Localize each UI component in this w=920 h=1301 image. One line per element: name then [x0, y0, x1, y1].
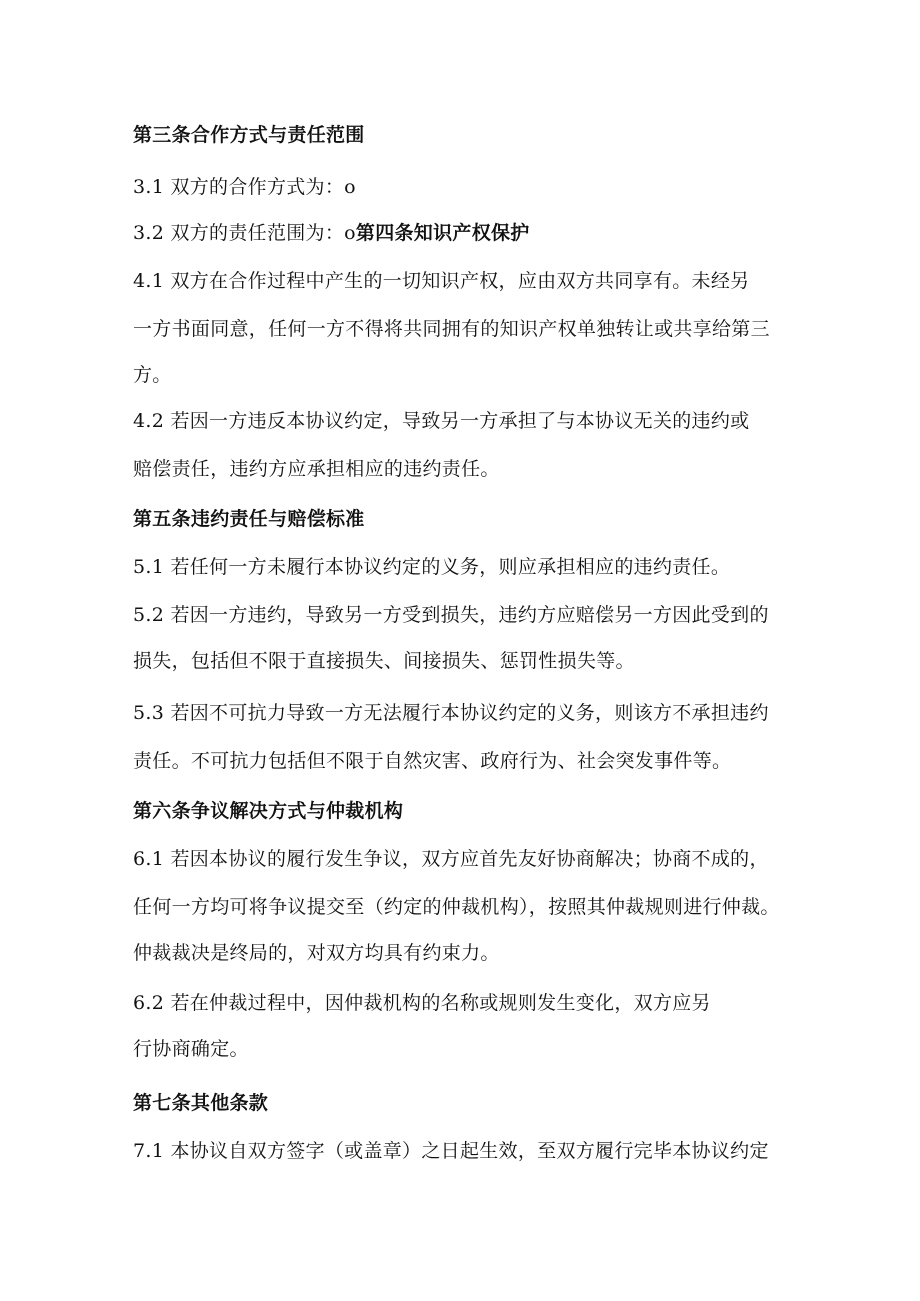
clause-4-2-line-2: 赔偿责任，违约方应承担相应的违约责任。 [133, 458, 500, 480]
clause-3-2-line [133, 220, 813, 246]
clause-6-1-line-1: 6.1 若因本协议的履行发生争议，双方应首先友好协商解决；协商不成的， [133, 848, 769, 870]
clause-4-1-line-2: 一方书面同意，任何一方不得将共同拥有的知识产权单独转让或共享给第三 [133, 318, 770, 340]
clause-6-2-line-1: 6.2 若在仲裁过程中，因仲裁机构的名称或规则发生变化，双方应另 [133, 992, 711, 1014]
clause-3-2: 3.2 双方的责任范围为：o [133, 222, 356, 244]
clause-5-3-line-1: 5.3 若因不可抗力导致一方无法履行本协议约定的义务，则该方不承担违约 [133, 702, 769, 724]
clause-6-2-line-2: 行协商确定。 [133, 1038, 249, 1060]
article-7-heading: 第七条其他条款 [133, 1092, 269, 1114]
clause-4-1-line-1: 4.1 双方在合作过程中产生的一切知识产权，应由双方共同享有。未经另 [133, 270, 750, 292]
clause-3-1: 3.1 双方的合作方式为：o [133, 176, 356, 198]
clause-4-1-line-3: 方。 [133, 364, 172, 386]
article-6-heading: 第六条争议解决方式与仲裁机构 [133, 800, 404, 822]
clause-4-2-line-1: 4.2 若因一方违反本协议约定，导致另一方承担了与本协议无关的违约或 [133, 410, 750, 432]
clause-5-2-line-2: 损失，包括但不限于直接损失、间接损失、惩罚性损失等。 [133, 650, 635, 672]
clause-7-1-line-1: 7.1 本协议自双方签字（或盖章）之日起生效，至双方履行完毕本协议约定 [133, 1140, 769, 1162]
clause-6-1-line-3: 仲裁裁决是终局的，对双方均具有约束力。 [133, 942, 500, 964]
clause-5-2-line-1: 5.2 若因一方违约，导致另一方受到损失，违约方应赔偿另一方因此受到的 [133, 604, 769, 626]
clause-6-1-line-2: 任何一方均可将争议提交至（约定的仲裁机构），按照其仲裁规则进行仲裁。 [133, 896, 780, 918]
clause-5-3-line-2: 责任。不可抗力包括但不限于自然灾害、政府行为、社会突发事件等。 [133, 750, 732, 772]
article-4-heading: 第四条知识产权保护 [355, 222, 530, 244]
article-3-heading: 第三条合作方式与责任范围 [133, 124, 365, 146]
clause-5-1: 5.1 若任何一方未履行本协议约定的义务，则应承担相应的违约责任。 [133, 556, 731, 578]
article-5-heading: 第五条违约责任与赔偿标准 [133, 508, 365, 530]
